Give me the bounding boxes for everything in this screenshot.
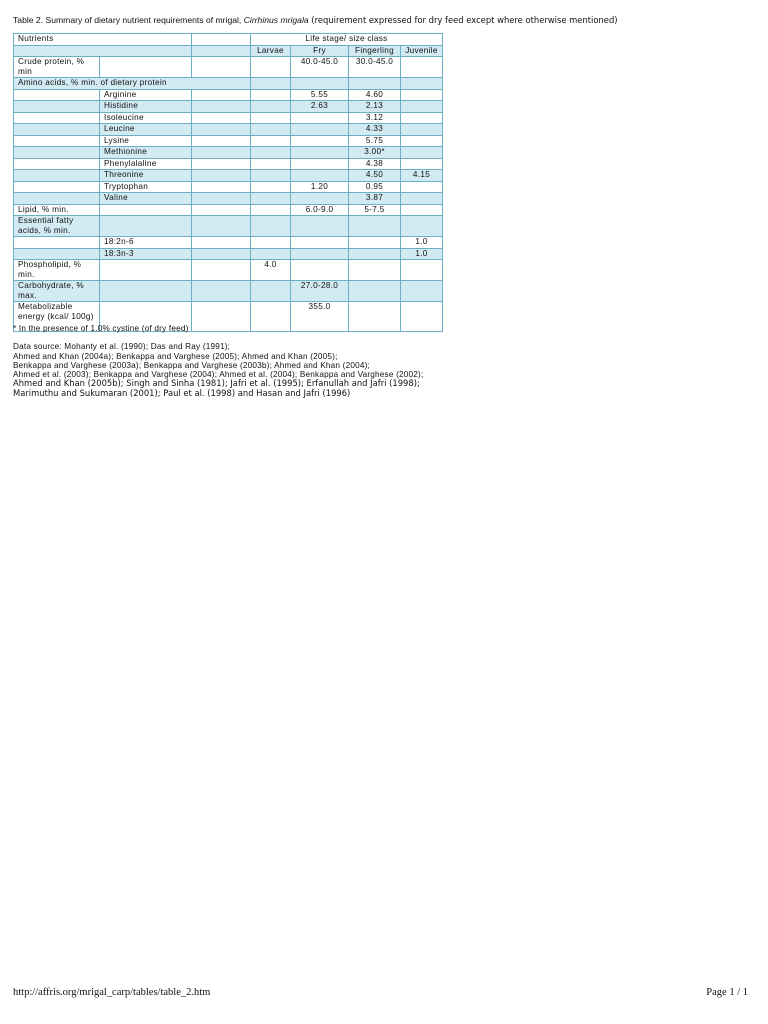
value-juvenile xyxy=(401,101,443,113)
value-juvenile xyxy=(401,204,443,216)
value-fry: 1.20 xyxy=(291,181,349,193)
value-larvae xyxy=(251,57,291,78)
value-larvae xyxy=(251,101,291,113)
nutrient-label xyxy=(14,147,100,159)
value-fry: 5.55 xyxy=(291,89,349,101)
value-juvenile: 4.15 xyxy=(401,170,443,182)
table-row xyxy=(14,216,443,237)
table-row xyxy=(14,124,443,136)
table-row xyxy=(14,158,443,170)
value-fry xyxy=(291,124,349,136)
header-row-2 xyxy=(14,45,443,57)
header-nutrients: Nutrients xyxy=(14,34,192,46)
value-juvenile xyxy=(401,112,443,124)
nutrient-sub-label xyxy=(100,57,192,78)
table-row xyxy=(14,193,443,205)
footer-url: http://affris.org/mrigal_carp/tables/table_2.htm xyxy=(13,987,211,998)
nutrient-label xyxy=(14,89,100,101)
header-life-stage: Life stage/ size class xyxy=(251,34,443,46)
value-juvenile xyxy=(401,281,443,302)
header-blank xyxy=(14,45,192,57)
source-line: Ahmed and Khan (2005b); Singh and Sinha (1981); Jafri et al. (1995); Erfanullah and Jafri (1998); xyxy=(13,378,420,389)
value-larvae xyxy=(251,248,291,260)
value-juvenile xyxy=(401,57,443,78)
value-fry: 355.0 xyxy=(291,302,349,332)
nutrient-label xyxy=(14,112,100,124)
value-fingerling xyxy=(349,237,401,249)
value-larvae xyxy=(251,147,291,159)
value-fingerling: 3.87 xyxy=(349,193,401,205)
table-row xyxy=(14,135,443,147)
nutrient-sub-label: Threonine xyxy=(100,170,192,182)
value-fingerling xyxy=(349,281,401,302)
table-row xyxy=(14,237,443,249)
header-fingerling: Fingerling xyxy=(349,45,401,57)
empty-cell xyxy=(192,57,251,78)
source-line: Ahmed et al. (2003); Benkappa and Varghese (2004); Ahmed et al. (2004); Benkappa and Varghese (2002); xyxy=(13,370,424,380)
table-row xyxy=(14,260,443,281)
source-line: Data source: Mohanty et al. (1990); Das and Ray (1991); xyxy=(13,342,231,352)
value-fingerling: 4.50 xyxy=(349,170,401,182)
value-fingerling: 3.00* xyxy=(349,147,401,159)
caption-prefix: Table 2. Summary of dietary nutrient requirements of mrigal, xyxy=(13,15,244,25)
header-row-1 xyxy=(14,34,443,46)
empty-cell xyxy=(192,147,251,159)
nutrient-label xyxy=(14,181,100,193)
table-row xyxy=(14,204,443,216)
value-fry xyxy=(291,193,349,205)
nutrient-table xyxy=(13,33,443,332)
value-juvenile xyxy=(401,158,443,170)
value-fry: 27.0-28.0 xyxy=(291,281,349,302)
nutrient-sub-label xyxy=(100,260,192,281)
empty-cell xyxy=(192,89,251,101)
empty-cell xyxy=(349,78,401,90)
empty-cell xyxy=(401,78,443,90)
value-fry xyxy=(291,216,349,237)
value-fingerling: 4.60 xyxy=(349,89,401,101)
empty-cell xyxy=(192,248,251,260)
nutrient-label xyxy=(14,248,100,260)
footer-page-number: Page 1 / 1 xyxy=(706,987,748,998)
nutrient-label: Phospholipid, % min. xyxy=(14,260,100,281)
value-fingerling xyxy=(349,216,401,237)
nutrient-label xyxy=(14,158,100,170)
nutrient-label: Lipid, % min. xyxy=(14,204,100,216)
section-label: Amino acids, % min. of dietary protein xyxy=(14,78,251,90)
table-row xyxy=(14,147,443,159)
nutrient-label: Carbohydrate, % max. xyxy=(14,281,100,302)
header-blank xyxy=(192,34,251,46)
table-row xyxy=(14,89,443,101)
value-juvenile xyxy=(401,124,443,136)
nutrient-label: Metabolizable energy (kcal/ 100g) xyxy=(14,302,100,332)
empty-cell xyxy=(192,112,251,124)
value-larvae xyxy=(251,158,291,170)
value-larvae xyxy=(251,124,291,136)
nutrient-sub-label: Histidine xyxy=(100,101,192,113)
value-fry xyxy=(291,158,349,170)
nutrient-sub-label: Arginine xyxy=(100,89,192,101)
nutrient-label xyxy=(14,135,100,147)
source-line: Ahmed and Khan (2004a); Benkappa and Varghese (2005); Ahmed and Khan (2005); xyxy=(13,351,338,361)
empty-cell xyxy=(192,101,251,113)
nutrient-sub-label: Phenylalaline xyxy=(100,158,192,170)
empty-cell xyxy=(192,281,251,302)
value-fingerling: 0.95 xyxy=(349,181,401,193)
value-fingerling: 5-7.5 xyxy=(349,204,401,216)
empty-cell xyxy=(192,193,251,205)
header-juvenile: Juvenile xyxy=(401,45,443,57)
value-juvenile xyxy=(401,181,443,193)
empty-cell xyxy=(192,260,251,281)
empty-cell xyxy=(192,135,251,147)
nutrient-label: Essential fatty acids, % min. xyxy=(14,216,100,237)
value-fingerling: 5.75 xyxy=(349,135,401,147)
nutrient-sub-label xyxy=(100,216,192,237)
value-larvae: 4.0 xyxy=(251,260,291,281)
data-sources xyxy=(13,342,753,398)
value-juvenile xyxy=(401,193,443,205)
header-blank xyxy=(192,45,251,57)
nutrient-sub-label: Lysine xyxy=(100,135,192,147)
table-row xyxy=(14,78,443,90)
caption-species: Cirrhinus mrigala xyxy=(243,15,309,25)
nutrient-sub-label: Methionine xyxy=(100,147,192,159)
value-fingerling: 30.0-45.0 xyxy=(349,57,401,78)
empty-cell xyxy=(192,204,251,216)
nutrient-label xyxy=(14,193,100,205)
value-juvenile xyxy=(401,147,443,159)
nutrient-label: Crude protein, % min xyxy=(14,57,100,78)
source-line: Benkappa and Varghese (2003a); Benkappa and Varghese (2003b); Ahmed and Khan (2004); xyxy=(13,360,370,370)
table-caption xyxy=(13,15,753,26)
value-fry: 2.63 xyxy=(291,101,349,113)
nutrient-label xyxy=(14,237,100,249)
value-fry xyxy=(291,170,349,182)
value-fingerling xyxy=(349,260,401,281)
empty-cell xyxy=(192,181,251,193)
value-fry: 6.0-9.0 xyxy=(291,204,349,216)
value-fry: 40.0-45.0 xyxy=(291,57,349,78)
value-fingerling: 2.13 xyxy=(349,101,401,113)
table-row xyxy=(14,101,443,113)
value-larvae xyxy=(251,237,291,249)
source-line: Marimuthu and Sukumaran (2001); Paul et al. (1998) and Hasan and Jafri (1996) xyxy=(13,387,351,398)
value-fingerling: 4.33 xyxy=(349,124,401,136)
caption-suffix: (requirement expressed for dry feed except where otherwise mentioned) xyxy=(308,15,618,25)
nutrient-sub-label: 18:3n-3 xyxy=(100,248,192,260)
value-larvae xyxy=(251,281,291,302)
nutrient-sub-label: Tryptophan xyxy=(100,181,192,193)
value-fingerling: 4.38 xyxy=(349,158,401,170)
empty-cell xyxy=(192,124,251,136)
nutrient-sub-label xyxy=(100,204,192,216)
empty-cell xyxy=(192,216,251,237)
value-larvae xyxy=(251,181,291,193)
value-juvenile: 1.0 xyxy=(401,237,443,249)
value-larvae xyxy=(251,216,291,237)
table-row xyxy=(14,281,443,302)
nutrient-sub-label: 18:2n-6 xyxy=(100,237,192,249)
table-row xyxy=(14,181,443,193)
value-juvenile: 1.0 xyxy=(401,248,443,260)
table-notes xyxy=(13,324,753,398)
empty-cell xyxy=(192,170,251,182)
nutrient-label xyxy=(14,101,100,113)
header-larvae: Larvae xyxy=(251,45,291,57)
value-juvenile xyxy=(401,216,443,237)
value-fry xyxy=(291,260,349,281)
footnote: * In the presence of 1.0% cystine (of dry feed) xyxy=(13,324,189,333)
value-larvae xyxy=(251,170,291,182)
table-row xyxy=(14,57,443,78)
value-fry xyxy=(291,135,349,147)
value-fry xyxy=(291,112,349,124)
header-fry: Fry xyxy=(291,45,349,57)
table-row xyxy=(14,112,443,124)
nutrient-sub-label xyxy=(100,281,192,302)
value-juvenile xyxy=(401,89,443,101)
value-larvae xyxy=(251,204,291,216)
empty-cell xyxy=(291,78,349,90)
value-fingerling: 3.12 xyxy=(349,112,401,124)
nutrient-label xyxy=(14,170,100,182)
empty-cell xyxy=(251,78,291,90)
nutrient-sub-label: Isoleucine xyxy=(100,112,192,124)
value-larvae xyxy=(251,89,291,101)
value-larvae xyxy=(251,193,291,205)
nutrient-label xyxy=(14,124,100,136)
value-juvenile xyxy=(401,260,443,281)
value-fingerling xyxy=(349,248,401,260)
value-fry xyxy=(291,147,349,159)
nutrient-sub-label: Leucine xyxy=(100,124,192,136)
value-larvae xyxy=(251,112,291,124)
nutrient-sub-label: Valine xyxy=(100,193,192,205)
value-larvae xyxy=(251,135,291,147)
table-row xyxy=(14,248,443,260)
empty-cell xyxy=(192,158,251,170)
empty-cell xyxy=(192,237,251,249)
table-row xyxy=(14,170,443,182)
value-fry xyxy=(291,237,349,249)
value-fry xyxy=(291,248,349,260)
value-juvenile xyxy=(401,135,443,147)
